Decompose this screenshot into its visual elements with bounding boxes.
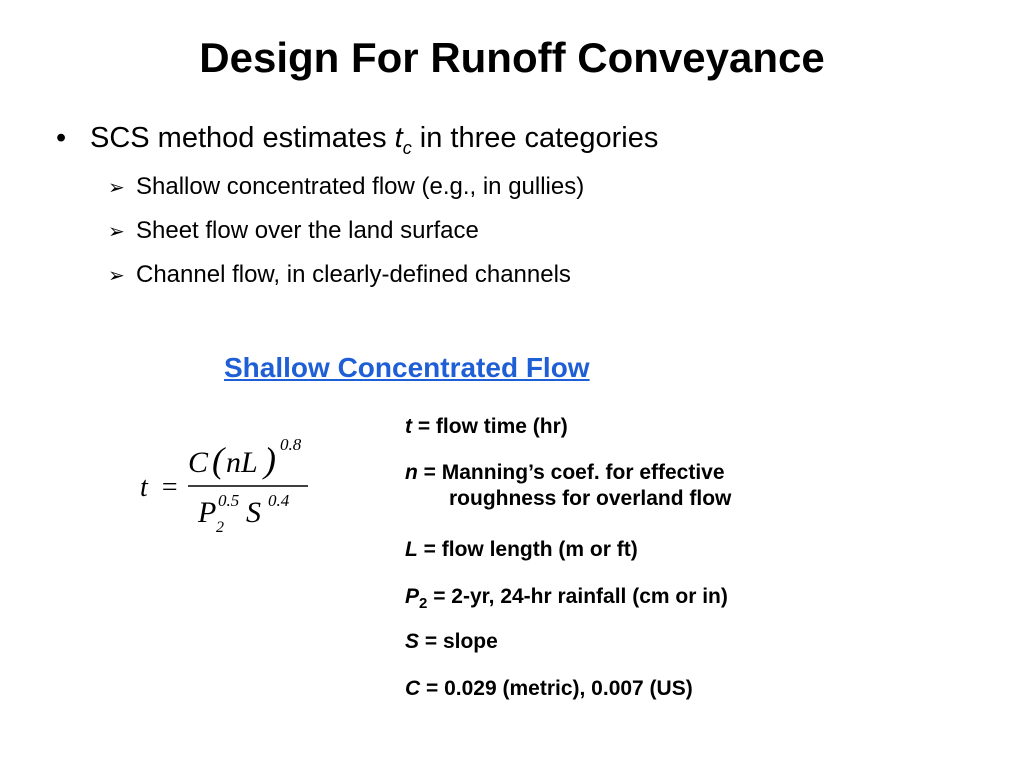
definition-text: = slope [419,630,498,653]
formula-lhs: t [140,472,148,503]
bullet-prefix: SCS method estimates [90,122,395,154]
slide-title: Design For Runoff Conveyance [199,34,825,81]
definition-text: = 0.029 (metric), 0.007 (US) [420,677,693,700]
definition-text: = Manning’s coef. for effective [417,461,725,484]
formula-svg [140,428,340,538]
formula-den-s: S [246,496,261,529]
formula-den-p-sub: 2 [216,519,224,536]
formula-num-nl: nL [226,446,258,479]
definition-var: t [405,415,412,438]
formula-den-p: P [198,496,217,529]
formula-num-c: C [188,446,209,479]
definition-var: L [405,538,418,561]
definition-t [405,414,568,440]
arrow-marker-icon: ➢ [108,265,125,287]
definition-text: = flow time (hr) [412,415,568,438]
bullet-suffix: in three categories [411,122,659,154]
arrow-marker-icon: ➢ [108,221,125,243]
sub-bullet-sheet [108,216,479,247]
definition-p2 [405,584,728,617]
formula-den-p-exp: 0.5 [218,491,240,510]
arrow-marker-icon: ➢ [108,177,125,199]
bullet-marker: • [56,122,67,154]
sub-bullet-shallow [108,172,584,203]
definition-n [405,460,731,512]
formula-den-s-exp: 0.4 [268,491,290,510]
main-bullet [56,120,658,166]
definition-text: = 2-yr, 24-hr rainfall (cm or in) [427,585,728,608]
formula-equals: = [160,472,179,503]
definition-text: = flow length (m or ft) [417,538,638,561]
sub-bullet-channel [108,260,571,291]
formula-num-exp: 0.8 [280,435,302,454]
tc-formula [140,428,340,538]
sub-bullet-text: Sheet flow over the land surface [136,217,479,244]
definition-var: P [405,585,420,608]
definition-s [405,629,498,655]
definition-var: C [405,677,421,700]
definition-l [405,537,638,563]
formula-paren-open: ( [212,440,224,480]
definition-var-sub: 2 [419,595,428,613]
sub-bullet-text: Channel flow, in clearly-defined channels [136,261,571,288]
bullet-var: t [394,122,403,154]
section-title-link[interactable]: Shallow Concentrated Flow [224,352,590,383]
definition-continuation: roughness for overland flow [449,487,732,510]
sub-bullet-text: Shallow concentrated flow (e.g., in gullies) [136,173,585,200]
formula-paren-close: ) [264,440,276,480]
definition-var: S [405,630,420,653]
definition-c [405,676,693,702]
definition-var: n [405,461,418,484]
bullet-var-sub: c [402,137,412,158]
